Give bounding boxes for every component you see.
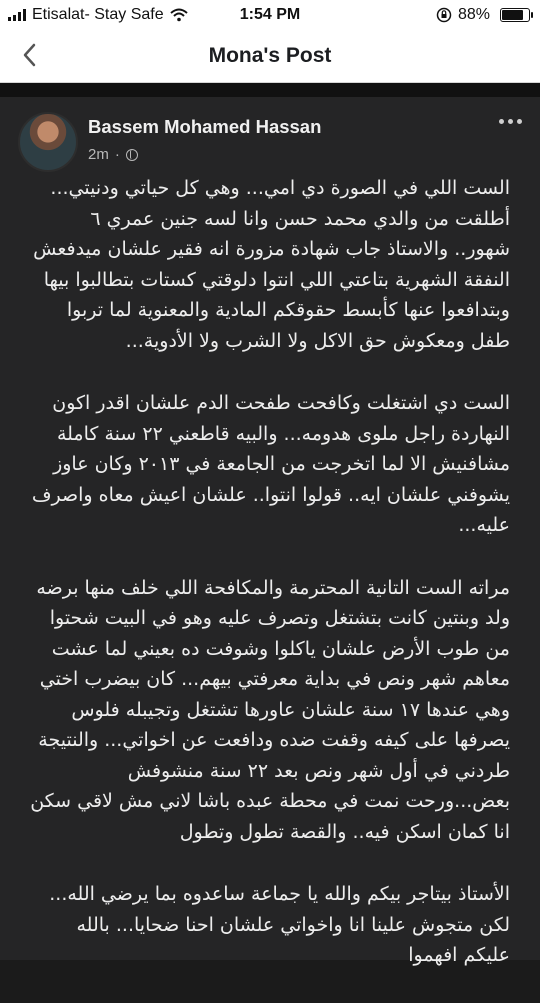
post-author[interactable]: Bassem Mohamed Hassan	[88, 116, 322, 137]
globe-icon	[126, 149, 138, 161]
post-paragraph: مراته الست التانية المحترمة والمكافحة اللي خلف منها برضه ولد وبنتين كانت بتشتغل وتصرف عليه وهو في البيت شحتوا من طوب الأرض علشان ياكلوا وشوفت ده بعيني لما عشت معاهم شهر ونص في بداية معرفتي بيهم... كان بيضرب اختي وهي عندها ١٧ سنة علشان عاورها تشتغل وتجيبله فلوس يصرفها على كيفه وقفت ضده ودافعت عن اخواتي... والنتيجة طردني في أول شهر ونص بعد ٢٢ سنة منشوفش بعض...ورحت نمت في محطة عبده باشا لاني مش لاقي سكن انا كمان اسكن فيه.. والقصة تطول وتطول	[30, 576, 510, 843]
status-time: 1:54 PM	[239, 6, 301, 23]
post-paragraph: الأستاذ بيتاجر بيكم والله يا جماعة ساعدوه بما يرضي الله... لكن متجوش علينا انا واخواتي علشان احنا ضحايا... بالله عليكم افهموا	[49, 883, 510, 966]
post-card	[0, 97, 540, 966]
meta-separator: ·	[114, 146, 120, 163]
status-right	[436, 6, 530, 24]
post-header-bar	[0, 30, 540, 83]
post-meta	[88, 146, 138, 163]
battery-icon	[500, 8, 530, 22]
status-bar	[0, 0, 540, 30]
page-title: Mona's Post	[208, 44, 332, 67]
more-options-button[interactable]	[499, 119, 522, 124]
orientation-lock-icon	[436, 7, 452, 23]
more-dots-icon	[499, 119, 504, 124]
post-time[interactable]: 2m	[88, 146, 109, 163]
carrier-label: Etisalat- Stay Safe	[32, 6, 164, 23]
divider	[0, 83, 540, 97]
post-paragraph: الست دي اشتغلت وكافحت طفحت الدم علشان اقدر اكون النهاردة راجل ملوى هدومه... والبيه قاطعني ٢٢ سنة كاملة مشافنيش الا لما اتخرجت من الجامعة في ٢٠١٣ وكان عاوز يشوفني علشان ايه.. قولوا انتوا.. علشان اعيش معاه واصرف عليه...	[31, 392, 510, 536]
post-body	[30, 173, 510, 1003]
avatar[interactable]	[18, 112, 78, 172]
battery-percent: 88%	[457, 6, 490, 23]
post-paragraph: الست اللي في الصورة دي امي... وهي كل حياتي ودنيتي... أطلقت من والدي محمد حسن وانا لسه جنين عمري ٦ شهور.. والاستاذ جاب شهادة مزورة انه فقير علشان ميدفعش النفقة الشهرية بتاعتي اللي انتوا دلوقتي كستات بتطالبوا بيها وبتدافعوا عنها كأبسط حقوقكم المادية والمعنوية لما تربوا طفل ومعكوش حق الاكل ولا الشرب ولا الأدوية...	[33, 177, 510, 352]
